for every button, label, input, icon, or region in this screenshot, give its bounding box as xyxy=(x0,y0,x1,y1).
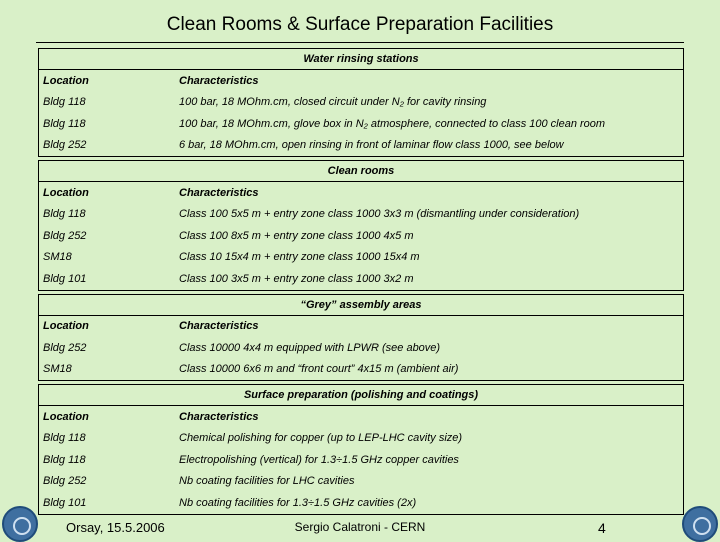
location-cell: Bldg 252 xyxy=(43,475,87,488)
location-cell: Bldg 252 xyxy=(43,229,87,242)
section-clean-rooms xyxy=(38,160,684,291)
table-row xyxy=(39,337,683,359)
characteristics-cell: 100 bar, 18 MOhm.cm, glove box in N₂ atmosphere, connected to class 100 clean room xyxy=(179,117,606,130)
location-cell: Bldg 252 xyxy=(43,341,87,354)
characteristics-cell: 6 bar, 18 MOhm.cm, open rinsing in front of laminar flow class 1000, see below xyxy=(179,139,564,152)
characteristics-cell: Class 100 5x5 m + entry zone class 1000 3x3 m (dismantling under consideration) xyxy=(179,208,580,221)
table-row xyxy=(39,92,683,114)
column-header-location: Location xyxy=(43,410,89,423)
characteristics-cell: Class 10000 4x4 m equipped with LPWR (see above) xyxy=(179,341,441,354)
location-cell: Bldg 252 xyxy=(43,139,87,152)
characteristics-cell: Chemical polishing for copper (up to LEP-LHC cavity size) xyxy=(179,432,463,445)
section-grey-assembly xyxy=(38,294,684,382)
table-row xyxy=(39,225,683,247)
table-row xyxy=(39,268,683,290)
characteristics-cell: Nb coating facilities for 1.3÷1.5 GHz cavities (2x) xyxy=(179,496,417,509)
characteristics-cell: Class 10 15x4 m + entry zone class 1000 15x4 m xyxy=(179,251,420,264)
page-number: 4 xyxy=(598,520,606,536)
header-row xyxy=(39,69,683,92)
section-surface-preparation xyxy=(38,384,684,515)
table-row xyxy=(39,449,683,471)
location-cell: SM18 xyxy=(43,251,72,264)
location-cell: Bldg 118 xyxy=(43,96,86,109)
column-header-location: Location xyxy=(43,320,89,333)
table-row xyxy=(39,359,683,381)
section-heading: Clean rooms xyxy=(327,165,395,177)
column-header-characteristics: Characteristics xyxy=(179,410,259,423)
column-header-characteristics: Characteristics xyxy=(179,74,259,87)
footer-author: Sergio Calatroni - CERN xyxy=(294,520,426,534)
characteristics-cell: Class 10000 6x6 m and “front court” 4x15 m (ambient air) xyxy=(179,363,459,376)
table-row xyxy=(39,492,683,514)
location-cell: Bldg 101 xyxy=(43,272,87,285)
table-row xyxy=(39,135,683,157)
table-row xyxy=(39,471,683,493)
location-cell: Bldg 118 xyxy=(43,453,86,466)
characteristics-cell: Class 100 8x5 m + entry zone class 1000 4x5 m xyxy=(179,229,414,242)
slide-title: Clean Rooms & Surface Preparation Facilities xyxy=(166,14,554,35)
cern-logo-icon xyxy=(682,506,718,542)
characteristics-cell: 100 bar, 18 MOhm.cm, closed circuit under N₂ for cavity rinsing xyxy=(179,96,487,109)
section-water-rinsing xyxy=(38,48,684,157)
section-heading: Water rinsing stations xyxy=(303,53,419,65)
location-cell: Bldg 118 xyxy=(43,432,86,445)
title-divider xyxy=(36,42,684,43)
header-row xyxy=(39,405,683,428)
section-heading: Surface preparation (polishing and coatings) xyxy=(243,389,479,401)
facilities-tables xyxy=(38,48,684,518)
section-heading: “Grey” assembly areas xyxy=(300,298,422,311)
column-header-characteristics: Characteristics xyxy=(179,186,259,199)
location-cell: SM18 xyxy=(43,363,72,376)
column-header-location: Location xyxy=(43,186,89,199)
table-row xyxy=(39,113,683,135)
header-row xyxy=(39,181,683,204)
table-row xyxy=(39,204,683,226)
table-row xyxy=(39,247,683,269)
location-cell: Bldg 118 xyxy=(43,117,86,130)
location-cell: Bldg 101 xyxy=(43,496,87,509)
column-header-location: Location xyxy=(43,74,89,87)
header-row xyxy=(39,315,683,338)
characteristics-cell: Electropolishing (vertical) for 1.3÷1.5 GHz copper cavities xyxy=(179,453,459,466)
column-header-characteristics: Characteristics xyxy=(179,320,259,333)
location-cell: Bldg 118 xyxy=(43,208,86,221)
table-row xyxy=(39,428,683,450)
characteristics-cell: Nb coating facilities for LHC cavities xyxy=(179,475,355,488)
characteristics-cell: Class 100 3x5 m + entry zone class 1000 3x2 m xyxy=(179,272,414,285)
footer-date: Orsay, 15.5.2006 xyxy=(66,520,165,535)
